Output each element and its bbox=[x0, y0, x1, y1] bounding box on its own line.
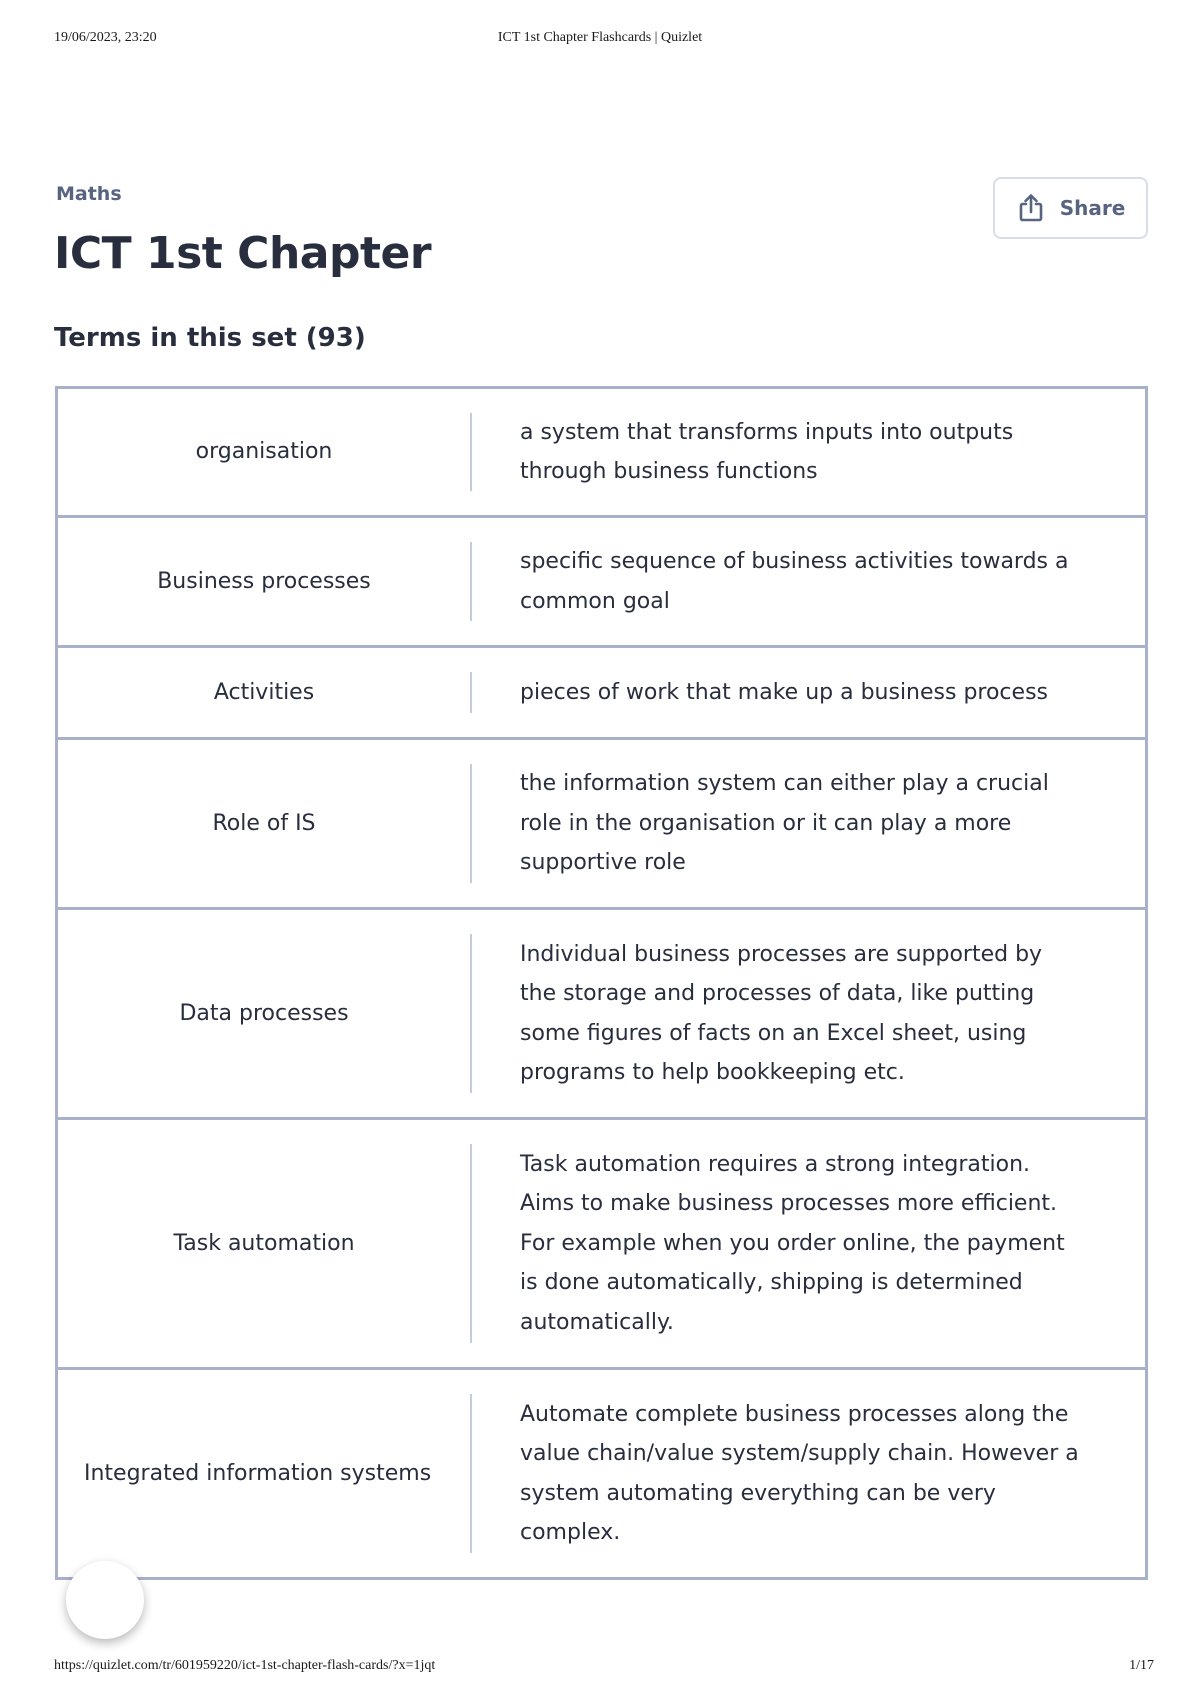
page-title: ICT 1st Chapter bbox=[54, 228, 432, 279]
term-row bbox=[55, 740, 1148, 910]
definition-text: Automate complete business processes along the value chain/value system/supply chain. However a system automating everything can be very complex. bbox=[520, 1401, 1079, 1545]
term-text: Task automation bbox=[173, 1230, 355, 1256]
term-text: Business processes bbox=[157, 568, 371, 594]
definition-text: a system that transforms inputs into outputs through business functions bbox=[520, 419, 1014, 484]
term-row bbox=[55, 518, 1148, 648]
print-url: https://quizlet.com/tr/601959220/ict-1st-chapter-flash-cards/?x=1jqt bbox=[54, 1658, 436, 1673]
term-row bbox=[55, 648, 1148, 740]
print-header bbox=[0, 30, 1200, 50]
print-date: 19/06/2023, 23:20 bbox=[54, 30, 157, 45]
print-footer bbox=[0, 1658, 1200, 1678]
subject-link[interactable]: Maths bbox=[56, 183, 122, 205]
floating-action-button[interactable] bbox=[66, 1561, 144, 1639]
term-text: Integrated information systems bbox=[84, 1460, 432, 1486]
terms-list bbox=[55, 386, 1148, 1580]
term-text: Data processes bbox=[179, 1000, 349, 1026]
term-row bbox=[55, 386, 1148, 518]
term-row bbox=[55, 1370, 1148, 1580]
term-row bbox=[55, 1120, 1148, 1370]
definition-text: Individual business processes are supported by the storage and processes of data, like putting some figures of facts on an Excel sheet, using programs to help bookkeeping etc. bbox=[520, 941, 1043, 1085]
term-text: Role of IS bbox=[212, 810, 316, 836]
print-page-title: ICT 1st Chapter Flashcards | Quizlet bbox=[497, 30, 703, 45]
definition-text: pieces of work that make up a business process bbox=[520, 679, 1048, 705]
terms-heading: Terms in this set (93) bbox=[54, 323, 366, 353]
page-number: 1/17 bbox=[1129, 1658, 1154, 1673]
share-icon bbox=[1016, 193, 1046, 223]
term-text: organisation bbox=[195, 439, 333, 464]
term-text: Activities bbox=[213, 679, 315, 705]
share-button-label: Share bbox=[1059, 196, 1126, 220]
definition-text: specific sequence of business activities towards a common goal bbox=[520, 549, 1069, 614]
definition-text: the information system can either play a crucial role in the organisation or it can play a more supportive role bbox=[520, 771, 1049, 876]
share-button[interactable] bbox=[993, 177, 1148, 239]
definition-text: Task automation requires a strong integration. Aims to make business processes more efficient. For example when you order online, the payment is done automatically, shipping is determined automatically. bbox=[520, 1151, 1065, 1335]
term-row bbox=[55, 910, 1148, 1120]
